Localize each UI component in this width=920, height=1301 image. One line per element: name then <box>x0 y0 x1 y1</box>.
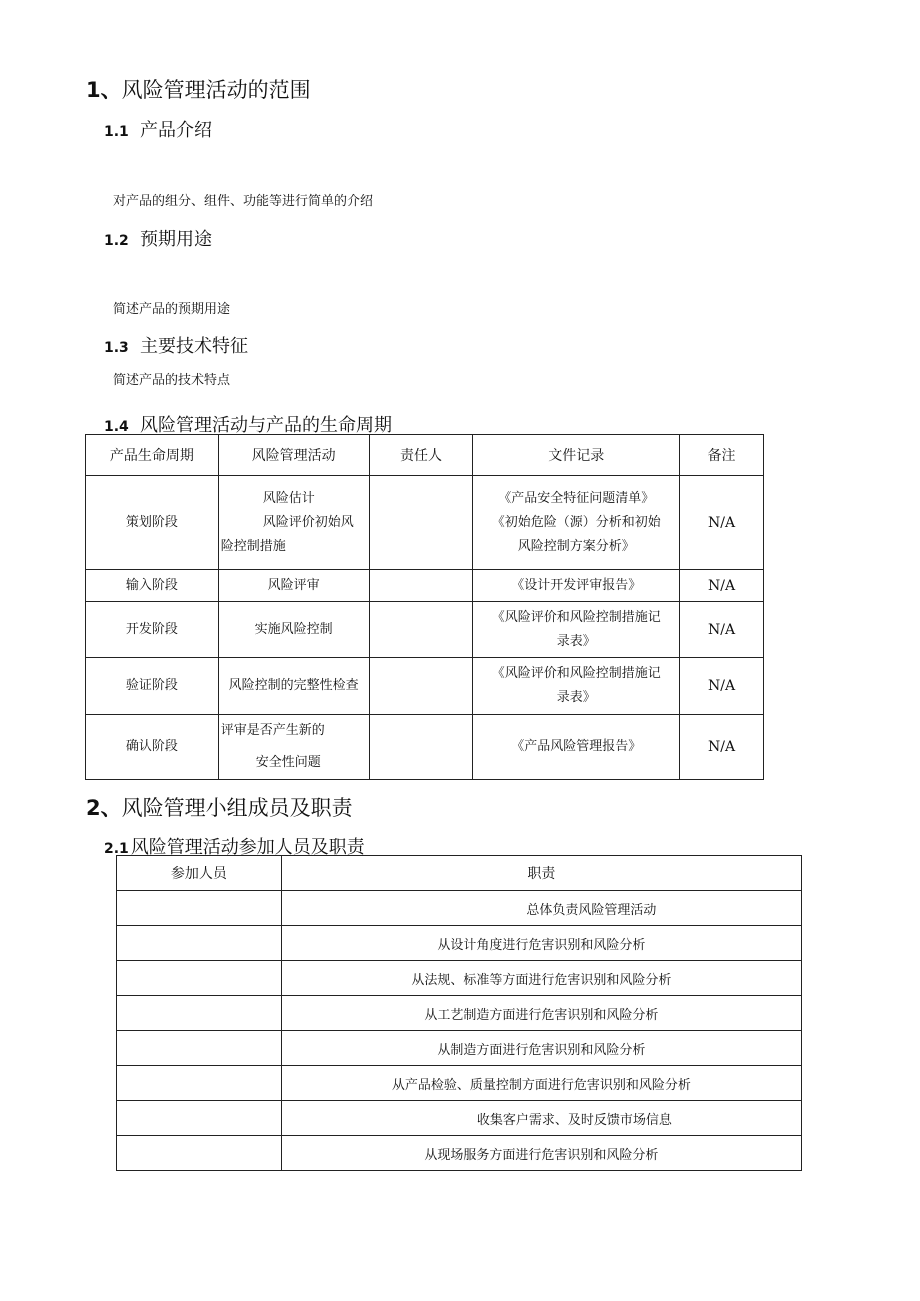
activity-line: 风险估计 <box>262 490 315 506</box>
member-cell <box>117 1101 282 1136</box>
records-line: 《风险评价和风险控制措施记 <box>491 609 661 625</box>
records-cell <box>473 715 680 780</box>
table-row <box>117 961 802 996</box>
s1-3-heading <box>104 332 248 358</box>
member-cell <box>117 1066 282 1101</box>
note-cell: N/A <box>680 570 764 602</box>
table-row <box>86 658 764 715</box>
section1-number: 1、 <box>86 78 122 102</box>
note-cell: N/A <box>680 476 764 570</box>
team-header-row <box>117 856 802 891</box>
table-row <box>117 996 802 1031</box>
owner-cell <box>369 658 473 715</box>
s1-2-heading <box>104 225 212 251</box>
s2-1-title: 风险管理活动参加人员及职责 <box>130 837 365 858</box>
s1-2-text: 简述产品的预期用途 <box>113 302 231 317</box>
duty-cell: 从产品检验、质量控制方面进行危害识别和风险分析 <box>281 1066 801 1101</box>
table-row <box>117 1031 802 1066</box>
activity-line: 风险评审 <box>267 577 320 593</box>
activity-line: 安全性问题 <box>255 755 321 770</box>
note-cell: N/A <box>680 658 764 715</box>
table-row <box>117 891 802 926</box>
section2-heading <box>86 792 353 822</box>
records-cell <box>473 570 680 602</box>
table-row <box>86 476 764 570</box>
member-cell <box>117 1136 282 1171</box>
duty-cell: 从法规、标准等方面进行危害识别和风险分析 <box>281 961 801 996</box>
s1-4-number: 1.4 <box>104 419 129 435</box>
activity-line: 险控制措施 <box>220 538 286 554</box>
activity-cell <box>218 570 369 602</box>
table-row <box>117 926 802 961</box>
lifecycle-header-stage: 产品生命周期 <box>86 435 219 476</box>
records-line: 录表》 <box>556 633 596 649</box>
s1-1-text: 对产品的组分、组件、功能等进行简单的介绍 <box>113 194 374 209</box>
duty-cell <box>281 1101 801 1136</box>
records-cell <box>473 602 680 658</box>
stage-cell: 策划阶段 <box>86 476 219 570</box>
lifecycle-header-records: 文件记录 <box>473 435 680 476</box>
stage-cell: 开发阶段 <box>86 602 219 658</box>
records-line: 录表》 <box>556 690 596 705</box>
stage-cell: 输入阶段 <box>86 570 219 602</box>
records-line: 《设计开发评审报告》 <box>511 577 642 593</box>
s1-3-title: 主要技术特征 <box>140 336 248 357</box>
duty-cell <box>281 891 801 926</box>
activity-cell <box>218 658 369 715</box>
lifecycle-header-note: 备注 <box>680 435 764 476</box>
duty-text: 总体负责风险管理活动 <box>526 902 657 918</box>
lifecycle-table <box>85 434 764 780</box>
table-row <box>86 570 764 602</box>
section1-title: 风险管理活动的范围 <box>121 78 311 102</box>
s1-3-number: 1.3 <box>104 340 129 356</box>
table-row <box>86 715 764 780</box>
s1-2-number: 1.2 <box>104 233 129 249</box>
activity-line: 风险控制的完整性检查 <box>228 678 359 693</box>
activity-line: 实施风险控制 <box>254 621 333 637</box>
duty-cell: 从现场服务方面进行危害识别和风险分析 <box>281 1136 801 1171</box>
member-cell <box>117 996 282 1031</box>
member-cell <box>117 1031 282 1066</box>
activity-line: 风险评价初始风 <box>262 514 354 530</box>
duty-cell: 从设计角度进行危害识别和风险分析 <box>281 926 801 961</box>
member-cell <box>117 961 282 996</box>
records-line: 《风险评价和风险控制措施记 <box>491 666 661 681</box>
owner-cell <box>369 715 473 780</box>
s2-1-number: 2.1 <box>104 841 129 857</box>
section1-heading <box>86 74 311 104</box>
activity-cell <box>218 602 369 658</box>
duty-cell: 从工艺制造方面进行危害识别和风险分析 <box>281 996 801 1031</box>
s1-1-heading <box>104 116 212 142</box>
member-cell <box>117 926 282 961</box>
lifecycle-header-activity: 风险管理活动 <box>218 435 369 476</box>
activity-line: 评审是否产生新的 <box>220 723 325 738</box>
owner-cell <box>369 602 473 658</box>
owner-cell <box>369 570 473 602</box>
records-line: 《产品安全特征问题清单》 <box>498 490 655 506</box>
s1-4-title: 风险管理活动与产品的生命周期 <box>140 415 392 436</box>
s1-1-number: 1.1 <box>104 124 129 140</box>
activity-cell <box>218 715 369 780</box>
stage-cell: 确认阶段 <box>86 715 219 780</box>
lifecycle-header-row <box>86 435 764 476</box>
records-line: 《产品风险管理报告》 <box>511 739 642 754</box>
note-cell: N/A <box>680 602 764 658</box>
section2-title: 风险管理小组成员及职责 <box>121 796 353 820</box>
duty-text: 收集客户需求、及时反馈市场信息 <box>476 1112 672 1128</box>
s1-3-text: 简述产品的技术特点 <box>113 373 231 388</box>
table-row <box>117 1136 802 1171</box>
table-row <box>86 602 764 658</box>
duty-cell: 从制造方面进行危害识别和风险分析 <box>281 1031 801 1066</box>
owner-cell <box>369 476 473 570</box>
activity-cell <box>218 476 369 570</box>
lifecycle-header-owner: 责任人 <box>369 435 473 476</box>
table-row <box>117 1101 802 1136</box>
section2-number: 2、 <box>86 796 122 820</box>
table-row <box>117 1066 802 1101</box>
records-line: 风险控制方案分析》 <box>517 538 635 554</box>
member-cell <box>117 891 282 926</box>
s1-1-title: 产品介绍 <box>140 120 212 141</box>
s1-2-title: 预期用途 <box>140 229 212 250</box>
team-table <box>116 855 802 1171</box>
stage-cell: 验证阶段 <box>86 658 219 715</box>
team-header-duty: 职责 <box>281 856 801 891</box>
team-header-member: 参加人员 <box>117 856 282 891</box>
records-cell <box>473 658 680 715</box>
records-line: 《初始危险（源）分析和初始 <box>491 514 661 530</box>
note-cell: N/A <box>680 715 764 780</box>
records-cell <box>473 476 680 570</box>
